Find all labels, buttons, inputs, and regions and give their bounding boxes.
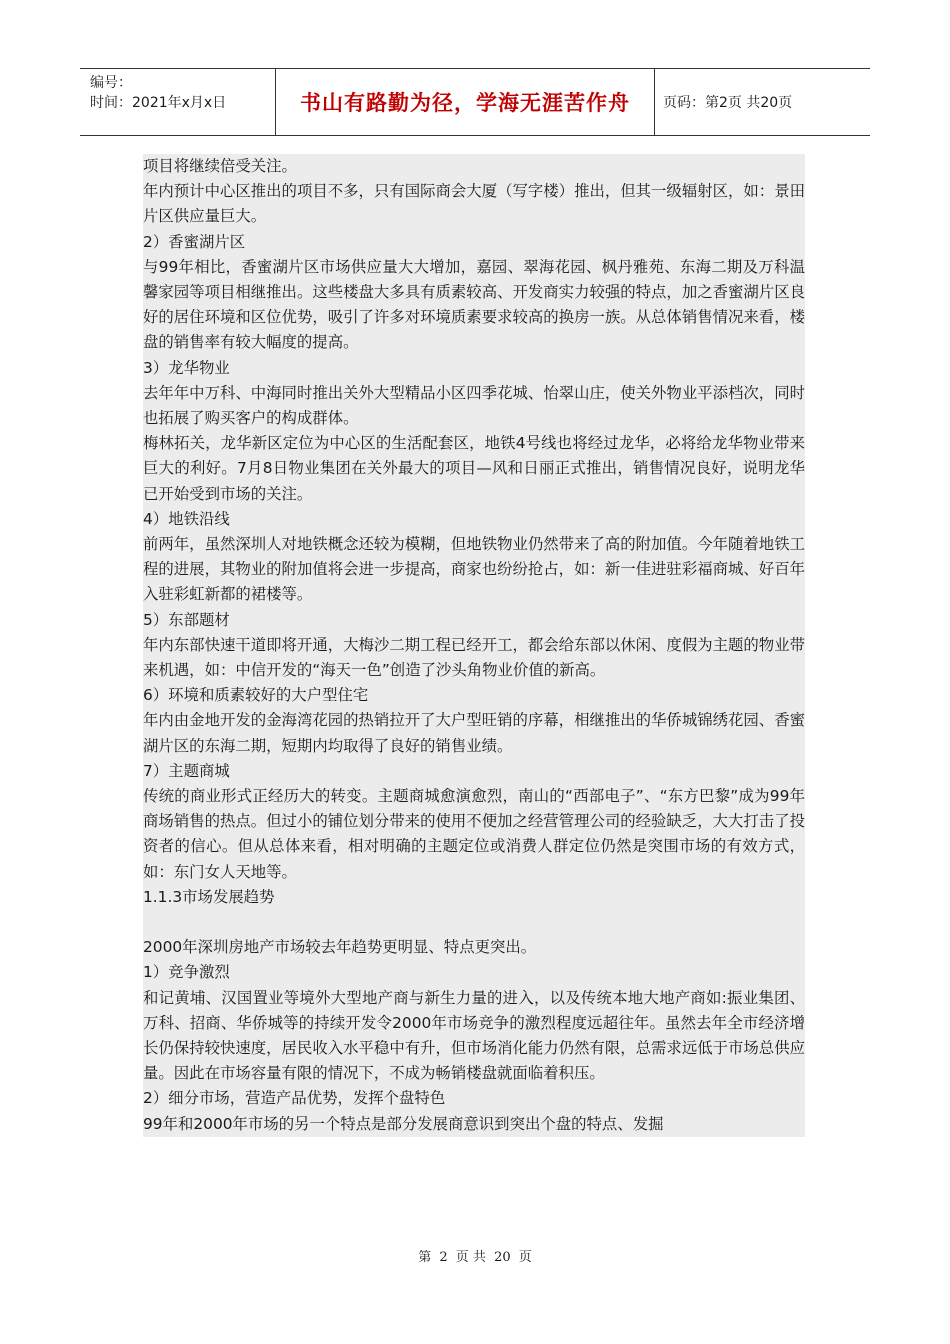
- paragraph: 年内东部快速干道即将开通，大梅沙二期工程已经开工，都会给东部以休闲、度假为主题的物业带来机遇，如：中信开发的“海天一色”创造了沙头角物业价值的新高。: [143, 635, 805, 680]
- header-meta: [80, 69, 276, 135]
- paragraph: 传统的商业形式正经历大的转变。主题商城愈演愈烈，南山的“西部电子”、“东方巴黎”成为99年商场销售的热点。但过小的铺位划分带来的使用不便加之经营管理公司的经验缺乏，大大打击了投资者的信心。但从总体来看，相对明确的主题定位或消费人群定位仍然是突围市场的有效方式，如：东门女人天地等。: [143, 787, 805, 881]
- paragraph: 年内预计中心区推出的项目不多，只有国际商会大厦（写字楼）推出，但其一级辐射区，如：景田片区供应量巨大。: [143, 182, 805, 226]
- document-time: 时间：2021年x月x日: [90, 95, 227, 111]
- document-number-label: 编号：: [90, 75, 132, 91]
- paragraph: 5）东部题材: [143, 610, 230, 629]
- paragraph: 4）地铁沿线: [143, 509, 230, 528]
- blank-line: [143, 910, 805, 935]
- paragraph: 6）环境和质素较好的大户型住宅: [143, 686, 369, 705]
- header-page-info: 页码：第2页 共20页: [663, 95, 793, 111]
- paragraph: 去年年中万科、中海同时推出关外大型精品小区四季花城、怡翠山庄，使关外物业平添档次，同时也拓展了购买客户的构成群体。: [143, 383, 805, 428]
- footer-middle: 页 共: [455, 1250, 486, 1265]
- footer-total-pages: 20: [494, 1250, 511, 1265]
- paragraph: 年内由金地开发的金海湾花园的热销拉开了大户型旺销的序幕，相继推出的华侨城锦绣花园、香蜜湖片区的东海二期，短期内均取得了良好的销售业绩。: [143, 711, 805, 755]
- paragraph: 2）香蜜湖片区: [143, 232, 246, 251]
- paragraph: 和记黄埔、汉国置业等境外大型地产商与新生力量的进入，以及传统本地大地产商如:振业集团、万科、招商、华侨城等的持续开发令2000年市场竞争的激烈程度远超往年。虽然去年全市经济增长仍保持较快速度，居民收入水平稳中有升，但市场消化能力仍然有限，总需求远低于市场总供应量。因此在市场容量有限的情况下，不成为畅销楼盘就面临着积压。: [143, 988, 805, 1083]
- header-motto: 书山有路勤为径，学海无涯苦作舟: [276, 69, 655, 135]
- paragraph: 梅林拓关，龙华新区定位为中心区的生活配套区，地铁4号线也将经过龙华，必将给龙华物业带来巨大的利好。7月8日物业集团在关外最大的项目—风和日丽正式推出，销售情况良好，说明龙华已开始受到市场的关注。: [143, 434, 805, 503]
- paragraph: 与99年相比，香蜜湖片区市场供应量大大增加，嘉园、翠海花园、枫丹雅苑、东海二期及万科温馨家园等项目相继推出。这些楼盘大多具有质素较高、开发商实力较强的特点，加之香蜜湖片区良好的居住环境和区位优势，吸引了许多对环境质素要求较高的换房一族。从总体销售情况来看，楼盘的销售率有较大幅度的提高。: [143, 257, 805, 352]
- paragraph: 项目将继续倍受关注。: [143, 157, 297, 175]
- page-footer: [0, 1246, 950, 1265]
- footer-suffix: 页: [518, 1250, 532, 1265]
- paragraph: 1.1.3市场发展趋势: [143, 887, 275, 906]
- footer-prefix: 第: [418, 1250, 432, 1265]
- document-body: [143, 154, 805, 1137]
- paragraph: 2000年深圳房地产市场较去年趋势更明显、特点更突出。: [143, 938, 537, 957]
- paragraph: 前两年，虽然深圳人对地铁概念还较为模糊，但地铁物业仍然带来了高的附加值。今年随着地铁工程的进展，其物业的附加值将会进一步提高，商家也纷纷抢占，如：新一佳进驻彩福商城、好百年入驻彩虹新都的裙楼等。: [143, 535, 805, 604]
- paragraph: 7）主题商城: [143, 761, 230, 780]
- paragraph: 3）龙华物业: [143, 358, 230, 377]
- footer-page-number: 2: [439, 1250, 448, 1265]
- paragraph: 99年和2000年市场的另一个特点是部分发展商意识到突出个盘的特点、发掘: [143, 1114, 664, 1133]
- page-header: [80, 68, 870, 136]
- paragraph: 2）细分市场，营造产品优势，发挥个盘特色: [143, 1089, 446, 1108]
- paragraph: 1）竞争激烈: [143, 963, 230, 982]
